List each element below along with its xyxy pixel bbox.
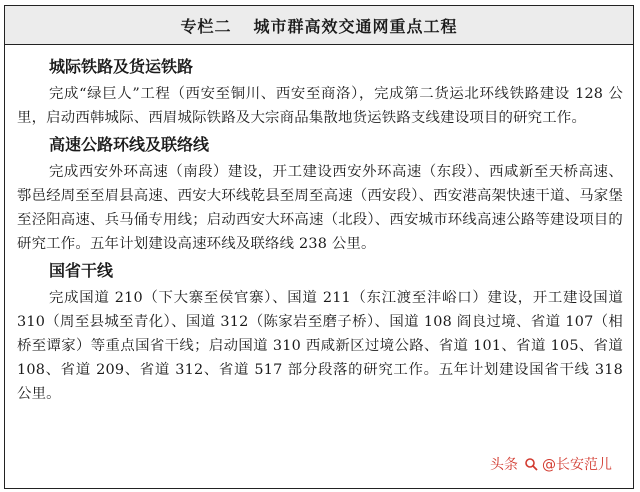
- watermark-handle: @长安范儿: [542, 457, 612, 473]
- column-header: [5, 6, 633, 45]
- section-text-expressway: 完成西安外环高速（南段）建设，开工建设西安外环高速（东段）、西咸新至天桥高速、鄠邑经周至至眉县高速、西安大环线乾县至周至高速（西安段）、西安港高架快速干道、马家堡至泾阳高速、兵马俑专用线；启动西安大环高速（北段）、西安城市环线高速公路等建设项目的研究工作。五年计划建设高速环线及联络线 238 公里。: [17, 164, 623, 252]
- search-paw-icon: [524, 457, 538, 471]
- column-title: 城市群高效交通网重点工程: [253, 16, 458, 36]
- special-column-box: [4, 5, 634, 489]
- watermark-prefix: 头条: [490, 457, 518, 473]
- section-title-expressway: 高速公路环线及联络线: [49, 135, 210, 154]
- column-label: 专栏二: [180, 16, 232, 36]
- section-text-trunk-roads: 完成国道 210（下大寨至侯官寨）、国道 211（东江渡至沣峪口）建设，开工建设国道 310（周至县城至青化）、国道 312（陈家岩至磨子桥）、国道 108 阎良过境、省道 107（相桥至谭家）等重点国省干线；启动国道 310 西咸新区过境公路、省道 101、省道 105、省道 108、省道 209、省道 312、省道 517 部分段落的研究工作。五年计划建设国省干线 318 公里。: [17, 290, 623, 402]
- section-title-trunk-roads: 国省干线: [49, 261, 114, 280]
- toutiao-watermark: [484, 452, 618, 476]
- section-title-intercity-rail: 城际铁路及货运铁路: [49, 57, 194, 76]
- column-content: [5, 45, 633, 406]
- section-text-intercity-rail: 完成“绿巨人”工程（西安至铜川、西安至商洛），完成第二货运北环线铁路建设 128 公里，启动西韩城际、西眉城际铁路及大宗商品集散地货运铁路支线建设项目的研究工作。: [17, 86, 623, 126]
